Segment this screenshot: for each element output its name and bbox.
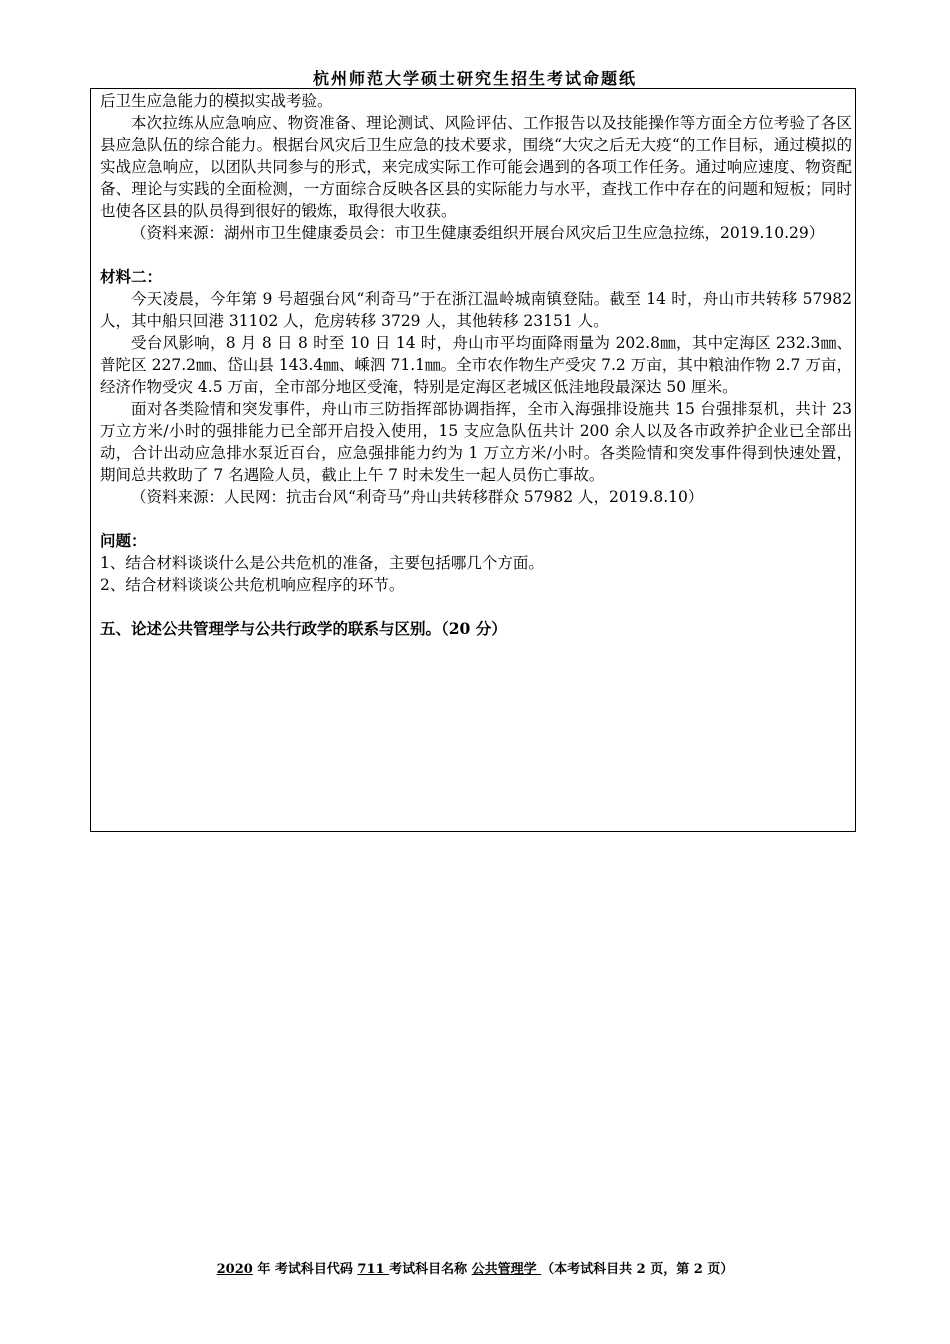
paragraph-drill: 本次拉练从应急响应、物资准备、理论测试、风险评估、工作报告以及技能操作等方面全方位考验了各区县应急队伍的综合能力。根据台风灾后卫生应急的技术要求，围绕“大灾之后无大疫“的工作目标，通过模拟的实战应急响应，以团队共同参与的形式，来完成实际工作可能会遇到的各项工作任务。通过响应速度、物资配备、理论与实践的全面检测，一方面综合反映各区县的实际能力与水平，查找工作中存在的问题和短板；同时也使各区县的队员得到很好的锻炼，取得很大收获。 (100, 114, 852, 220)
material-2-paragraph-3: 面对各类险情和突发事件，舟山市三防指挥部协调指挥，全市入海强排设施共 15 台强排泵机，共计 23 万立方米/小时的强排能力已全部开启投入使用，15 支应急队伍共计 200 余人以及各市政养护企业已全部出动，合计出动应急排水泵近百台，应急强排能力约为 1 万立方米/小时。各类险情和突发事件得到快速处置，期间总共救助了 7 名遇险人员，截止上午 7 时未发生一起人员伤亡事故。 (100, 400, 852, 484)
page-footer (0, 1258, 950, 1277)
questions-heading: 问题： (100, 531, 147, 550)
paragraph-continuation: 后卫生应急能力的模拟实战考验。 (100, 92, 333, 110)
footer-name-label: 考试科目名称 (389, 1262, 472, 1277)
footer-code-label: 年 考试科目代码 (252, 1262, 358, 1277)
source-citation-1: （资料来源：湖州市卫生健康委员会：市卫生健康委组织开展台风灾后卫生应急拉练，2019.10.29） (131, 224, 825, 242)
section-5-heading: 五、论述公共管理学与公共行政学的联系与区别。（20 分） (100, 619, 507, 638)
footer-year: 2020 (216, 1262, 253, 1277)
question-2: 2、结合材料谈谈公共危机响应程序的环节。 (100, 576, 405, 594)
material-2-paragraph-1: 今天凌晨，今年第 9 号超强台风“利奇马”于在浙江温岭城南镇登陆。截至 14 时，舟山市共转移 57982 人，其中船只回港 31102 人，危房转移 3729 人，其他转移 23151 人。 (100, 290, 852, 330)
exam-content (100, 90, 852, 640)
question-1: 1、结合材料谈谈什么是公共危机的准备，主要包括哪几个方面。 (100, 554, 544, 572)
material-2-heading: 材料二： (100, 267, 163, 286)
footer-page-info: （本考试科目共 2 页，第 2 页） (541, 1262, 734, 1277)
material-2-paragraph-2: 受台风影响，8 月 8 日 8 时至 10 日 14 时，舟山市平均面降雨量为 202.8㎜，其中定海区 232.3㎜、普陀区 227.2㎜、岱山县 143.4㎜、嵊泗 71.1㎜。全市农作物生产受灾 7.2 万亩，其中粮油作物 2.7 万亩，经济作物受灾 4.5 万亩，全市部分地区受淹，特别是定海区老城区低洼地段最深达 50 厘米。 (100, 334, 852, 396)
footer-subject-name: 公共管理学 (471, 1262, 542, 1277)
footer-subject-code: 711 (357, 1262, 390, 1277)
page-header-title: 杭州师范大学硕士研究生招生考试命题纸 (312, 69, 637, 88)
source-citation-2: （资料来源：人民网：抗击台风“利奇马”舟山共转移群众 57982 人，2019.8.10） (131, 488, 704, 506)
